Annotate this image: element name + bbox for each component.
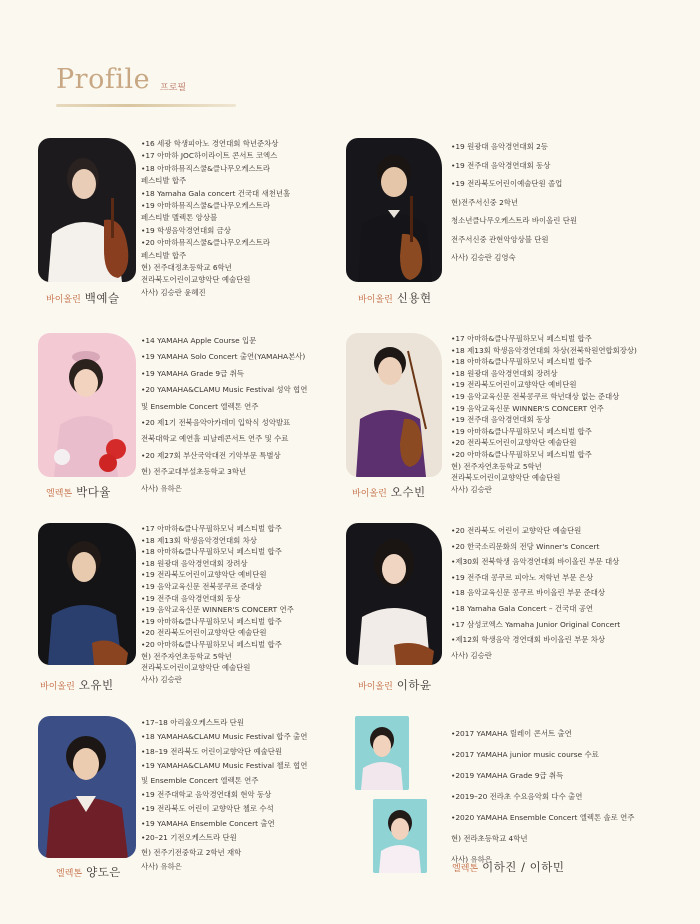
profile-name	[358, 290, 432, 306]
bio-line: •19 원광대 음악경연대회 2등	[451, 142, 548, 151]
bio-line: •19 학생음악경연대회 금상	[141, 225, 231, 235]
instrument-label: 바이올린	[358, 295, 393, 305]
violinist-girl-photo	[38, 523, 136, 665]
page-header	[56, 52, 376, 112]
profile-photo	[346, 333, 442, 477]
profile-bio	[451, 723, 634, 870]
bio-line: 사사) 김승란 김영숙	[451, 253, 516, 262]
bio-line: 사사) 유하은	[141, 483, 182, 493]
bio-line: 현) 전주자연초등학교 5학년	[141, 651, 232, 661]
bio-line: •20 한국소리문화의 전당 Winner's Concert	[451, 541, 600, 551]
profile-bio	[141, 333, 307, 497]
profile-name	[56, 864, 121, 880]
bio-line: 현) 전주대정초등학교 6학년	[141, 263, 232, 273]
bio-line: •2017 YAMAHA 릴레이 콘서트 출연	[451, 729, 572, 738]
profile-bio	[451, 138, 577, 268]
bio-line: 및 Ensemble Concert 엘렉톤 연주	[141, 401, 259, 411]
bio-line: •18 음악교육신문 콩쿠르 바이올린 부문 준대상	[451, 588, 606, 598]
bio-line: 현) 전주교대부설초등학교 3학년	[141, 467, 247, 477]
bio-line: 사사) 김승란 윤혜진	[141, 287, 206, 297]
bio-line: •17–18 아리울오케스트라 단원	[141, 718, 244, 727]
profile-name	[40, 677, 114, 693]
performer-name: 신용현	[396, 291, 432, 305]
violinist-girl-photo	[346, 333, 442, 477]
bio-line: •20 아마하&클나무필하모닉 페스티벌 합주	[141, 639, 282, 649]
bio-line: •17 삼성코엑스 Yamaha Junior Original Concert	[451, 619, 621, 629]
bio-line: 청소년클나무오케스트라 바이올린 단원	[451, 216, 578, 225]
bio-line: •20 아마하&클나무필하모닉 페스티벌 합주	[451, 449, 592, 459]
bio-line: •20 제27회 부산국악대전 기악부문 특별상	[141, 450, 281, 460]
bio-line: 사사) 유하은	[141, 862, 182, 872]
profile-photo	[346, 138, 442, 282]
bio-line: •19 아마하뮤직스쿨&클나무오케스트라	[141, 201, 270, 211]
bio-line: 전북대학교 예연홀 피날레콘서트 연주 및 수료	[141, 434, 289, 444]
bio-line: •20 YAMAHA&CLAMU Music Festival 성악 협연	[141, 385, 308, 395]
bio-line: •18–19 전라북도 어린이교향악단 예술단원	[141, 746, 283, 756]
bio-line: •19 전라북도어린이예술단원 졸업	[451, 179, 563, 188]
page-title: Profile	[56, 64, 151, 95]
bio-line: 현) 전주자연초등학교 5학년	[451, 461, 542, 471]
bio-line: •20 제1기 전북음악아카데미 입학식 성악발표	[141, 418, 291, 428]
profile-photo-lower	[373, 799, 427, 873]
bio-line: 현) 전라초등학교 4학년	[451, 834, 528, 843]
profile-bio	[141, 716, 307, 874]
bio-line: •20 전라북도 어린이 교향악단 예술단원	[451, 526, 582, 535]
bio-line: •20–21 기전오케스트라 단원	[141, 833, 237, 843]
profile-photo	[38, 716, 136, 858]
electone-girl-photo	[38, 716, 136, 858]
bio-line: 사사) 유하은	[451, 855, 492, 864]
profile-name	[46, 290, 120, 306]
bio-line: •14 YAMAHA Apple Course 입문	[141, 336, 257, 345]
bio-line: •19 전주대학교 음악경연대회 현악 동상	[141, 790, 272, 800]
bio-line: 페스티발 합주	[141, 250, 187, 260]
instrument-label: 엘렉톤	[46, 489, 73, 499]
bio-line: 전라북도어린이교향악단 예술단원	[141, 663, 251, 673]
bio-line: •18 아마하뮤직스쿨&클나무오케스트라	[141, 163, 270, 173]
bio-line: 전라북도어린이교향악단 예술단원	[141, 275, 251, 285]
bio-line: •19 아마하&클나무필하모닉 페스티벌 합주	[141, 616, 282, 626]
bio-line: 사사) 김승란	[451, 484, 492, 494]
bio-line: •19 전주대 음악경연대회 동상	[451, 160, 551, 170]
profile-photo	[38, 138, 136, 282]
profile-bio	[451, 333, 637, 495]
profile-bio	[141, 523, 294, 685]
bio-line: 및 Ensemble Concert 엘렉톤 연주	[141, 775, 259, 785]
page-subtitle: 프로필	[160, 83, 187, 93]
instrument-label: 바이올린	[40, 682, 75, 692]
bio-line: •20 전라북도어린이교향악단 예술단원	[141, 628, 267, 638]
profile-photo-upper	[355, 716, 409, 790]
bio-line: •제30회 전북학생 음악경연대회 바이올린 부문 대상	[451, 557, 620, 567]
bio-line: 전주서신중 관현악앙상블 단원	[451, 234, 549, 244]
bio-line: 페스티발 멜렉톤 앙상블	[141, 213, 218, 223]
bio-line: •19 음악교육신문 WINNER'S CONCERT 연주	[141, 605, 294, 615]
bio-line: •17 아마하 JOC하이라이트 콘서트 코엑스	[141, 151, 278, 161]
bio-line: •18 원광대 음악경연대회 장려상	[451, 368, 558, 378]
profile-photo	[38, 333, 136, 477]
profile-name	[358, 677, 432, 693]
bio-line: 페스티발 합주	[141, 176, 187, 186]
performer-name: 이하진 / 이하민	[482, 860, 565, 874]
bio-line: •19 음악교육신문 전북콩쿠르 학년대상 없는 준대상	[451, 391, 620, 401]
instrument-label: 엘렉톤	[452, 864, 479, 874]
bio-line: 현) 전주기전중학교 2학년 재학	[141, 847, 242, 857]
bio-line: •17 아마하&클나무필하모닉 페스티벌 합주	[451, 334, 592, 343]
bio-line: •19 전라북도 어린이 교향악단 첼로 수석	[141, 804, 274, 814]
bio-line: •19 전주대 음악경연대회 동상	[451, 415, 551, 425]
instrument-label: 바이올린	[352, 489, 387, 499]
bio-line: •18 원광대 음악경연대회 장려상	[141, 558, 248, 568]
bio-line: •19 전주대 콩쿠르 피아노 저학년 부문 은상	[451, 572, 594, 582]
instrument-label: 바이올린	[46, 295, 81, 305]
electone-girl-photo	[373, 799, 427, 873]
bio-line: 사사) 김승란	[451, 650, 492, 660]
bio-line: •18 아마하&클나무필하모닉 페스티벌 합주	[141, 547, 282, 557]
profile-photo	[346, 523, 442, 665]
bio-line: •18 제13회 학생음악경연대회 차상	[141, 535, 257, 545]
bio-line: •20 전라북도어린이교향악단 예술단원	[451, 438, 577, 448]
profile-bio	[141, 138, 290, 299]
bio-line: •19 전라북도어린이교향악단 예비단원	[451, 380, 577, 390]
bio-line: •19 YAMAHA&CLAMU Music Festival 첼로 협연	[141, 761, 308, 771]
performer-name: 양도은	[86, 865, 121, 879]
violinist-girl-photo	[346, 523, 442, 665]
violinist-boy-photo	[346, 138, 442, 282]
bio-line: •2019 YAMAHA Grade 9급 취득	[451, 771, 564, 780]
instrument-label: 바이올린	[358, 682, 393, 692]
profile-name	[46, 484, 111, 500]
bio-line: •제12회 학생음악 경연대회 바이올린 부문 차상	[451, 635, 606, 645]
performer-name: 오수빈	[390, 485, 426, 499]
bio-line: •18 YAMAHA&CLAMU Music Festival 합주 출연	[141, 732, 308, 742]
bio-line: •17 아마하&클나무필하모닉 페스티벌 합주	[141, 524, 282, 533]
bio-line: •19 YAMAHA Grade 9급 취득	[141, 368, 244, 378]
bio-line: •19 YAMAHA Ensemble Concert 출연	[141, 818, 275, 828]
bio-line: •18 Yamaha Gala concert 건국대 새천년홀	[141, 188, 291, 198]
bio-line: •18 제13회 학생음악경연대회 차상(전북학원연합회장상)	[451, 345, 637, 355]
bio-line: •2020 YAMAHA Ensemble Concert 엘렉톤 솔로 연주	[451, 813, 635, 822]
bio-line: 현)전주서신중 2학년	[451, 197, 519, 207]
bio-line: •19 음악교육신문 전북콩쿠르 준대상	[141, 581, 262, 591]
electone-girl-photo	[355, 716, 409, 790]
bio-line: •19 아마하&클나무필하모닉 페스티벌 합주	[451, 426, 592, 436]
bio-line: •19 YAMAHA Solo Concert 출연(YAMAHA본사)	[141, 352, 306, 362]
title-underline	[56, 104, 236, 107]
bio-line: 전라북도어린이교향악단 예술단원	[451, 473, 561, 483]
bio-line: •18 아마하&클나무필하모닉 페스티벌 합주	[451, 357, 592, 367]
violinist-girl-photo	[38, 138, 136, 282]
bio-line: •2019–20 전라초 수요음악회 다수 출연	[451, 792, 583, 801]
performer-name: 오유빈	[78, 678, 114, 692]
electone-girl-photo	[38, 333, 136, 477]
bio-line: •18 Yamaha Gala Concert – 건국대 공연	[451, 603, 593, 613]
bio-line: •20 아마하뮤직스쿨&클나무오케스트라	[141, 238, 270, 248]
performer-name: 백예슬	[84, 291, 120, 305]
bio-line: •2017 YAMAHA junior music course 수료	[451, 750, 599, 759]
profile-bio	[451, 523, 620, 663]
bio-line: 사사) 김승란	[141, 674, 182, 684]
profile-photo	[38, 523, 136, 665]
performer-name: 박다율	[76, 485, 111, 499]
bio-line: •19 전라북도어린이교향악단 예비단원	[141, 570, 267, 580]
performer-name: 이하윤	[396, 678, 432, 692]
profile-name	[352, 484, 426, 500]
bio-line: •19 전주대 음악경연대회 동상	[141, 593, 241, 603]
instrument-label: 엘렉톤	[56, 869, 83, 879]
bio-line: •19 음악교육신문 WINNER'S CONCERT 연주	[451, 403, 604, 413]
bio-line: •16 세광 학생피아노 경연대회 학년준차상	[141, 139, 279, 148]
